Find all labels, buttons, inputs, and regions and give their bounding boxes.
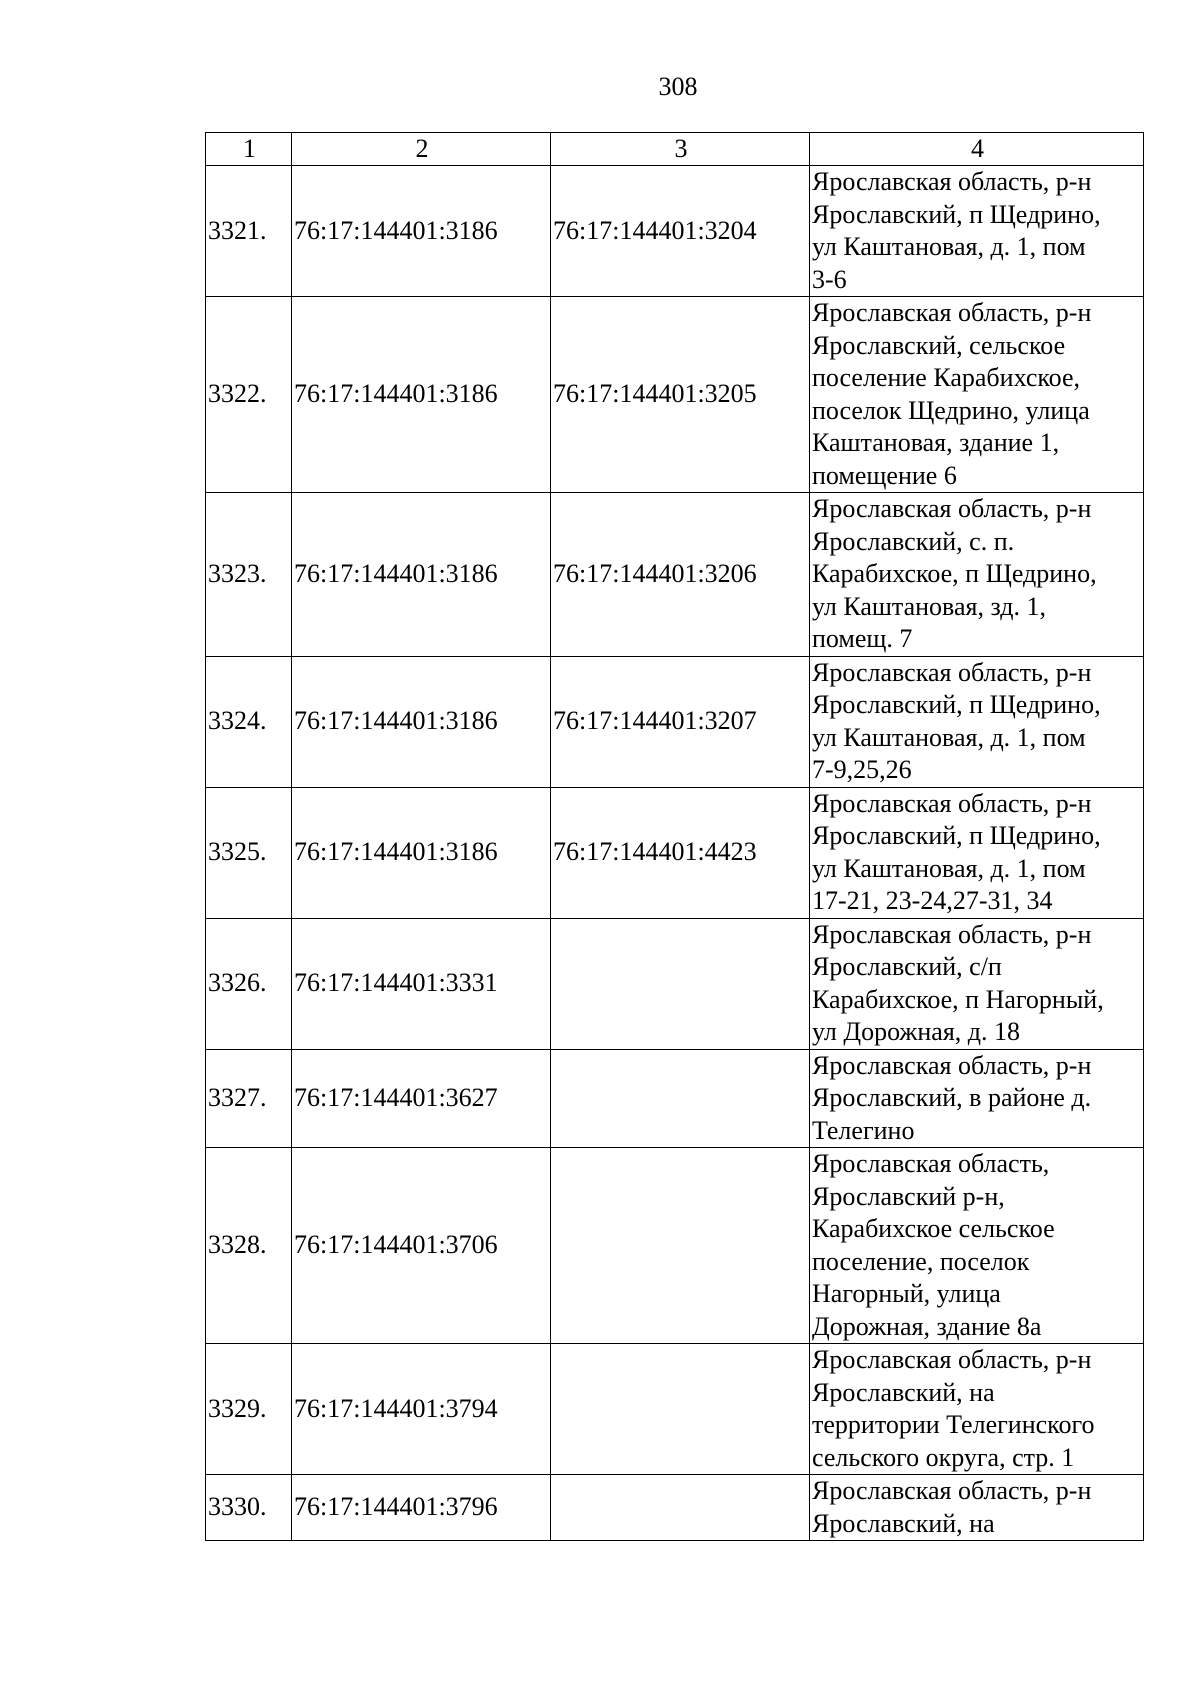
address-line: ул Дорожная, д. 18 <box>812 1017 1021 1046</box>
address-line: 7-9,25,26 <box>812 755 912 784</box>
table-row <box>206 166 1144 297</box>
address-line: Ярославская область, <box>812 1149 1050 1178</box>
address-line: поселок Щедрино, улица <box>812 395 1090 425</box>
address-line: Ярославский, сельское <box>812 330 1066 360</box>
header-cell-4: 4 <box>810 133 1144 166</box>
related-cadastral-number-cell <box>551 1049 810 1148</box>
address-line: ул Каштановая, зд. 1, <box>812 591 1046 621</box>
related-cadastral-number-cell: 76:17:144401:3204 <box>551 166 810 297</box>
address-line: Ярославский, в районе д. <box>812 1083 1092 1112</box>
table-row <box>206 1344 1144 1475</box>
row-number-cell: 3329. <box>206 1344 292 1475</box>
address-cell <box>810 656 1144 787</box>
address-cell <box>810 1344 1144 1475</box>
table-row <box>206 493 1144 657</box>
address-line: Ярославская область, р-н <box>812 657 1092 687</box>
related-cadastral-number-cell: 76:17:144401:3205 <box>551 297 810 493</box>
cadastral-number-cell: 76:17:144401:3186 <box>292 166 551 297</box>
row-number-cell: 3322. <box>206 297 292 493</box>
address-cell <box>810 1049 1144 1148</box>
address-line: ул Каштановая, д. 1, пом <box>812 232 1086 261</box>
row-number-cell: 3325. <box>206 787 292 918</box>
address-line: Дорожная, здание 8а <box>812 1311 1042 1341</box>
cadastral-number-cell: 76:17:144401:3796 <box>292 1475 551 1541</box>
address-line: 17-21, 23-24,27-31, 34 <box>812 886 1053 915</box>
address-line: Ярославский, п Щедрино, <box>812 690 1101 719</box>
address-line: Ярославский, п Щедрино, <box>812 821 1101 850</box>
address-line: Карабихское, п Нагорный, <box>812 984 1104 1014</box>
address-cell <box>810 166 1144 297</box>
related-cadastral-number-cell <box>551 1475 810 1541</box>
header-cell-2: 2 <box>292 133 551 166</box>
address-line: Карабихское сельское <box>812 1214 1055 1243</box>
cadastral-number-cell: 76:17:144401:3186 <box>292 787 551 918</box>
related-cadastral-number-cell: 76:17:144401:3207 <box>551 656 810 787</box>
header-cell-1: 1 <box>206 133 292 166</box>
address-line: сельского округа, стр. 1 <box>812 1442 1075 1472</box>
address-line: Ярославский, с. п. <box>812 526 1015 556</box>
related-cadastral-number-cell <box>551 918 810 1049</box>
page-number <box>0 72 1200 102</box>
table-row <box>206 656 1144 787</box>
table-row <box>206 297 1144 493</box>
address-line: Ярославская область, р-н <box>812 167 1092 196</box>
address-line: Каштановая, здание 1, <box>812 428 1060 457</box>
address-line: помещ. 7 <box>812 624 913 653</box>
address-line: Нагорный, улица <box>812 1279 1001 1308</box>
address-line: территории Телегинского <box>812 1410 1095 1439</box>
address-line: Ярославская область, р-н <box>812 788 1092 818</box>
address-line: Ярославский, на <box>812 1377 995 1407</box>
registry-table <box>205 132 1144 1541</box>
address-line: Ярославская область, р-н <box>812 494 1092 523</box>
row-number-cell: 3328. <box>206 1148 292 1344</box>
row-number-cell: 3321. <box>206 166 292 297</box>
cadastral-number-cell: 76:17:144401:3186 <box>292 297 551 493</box>
address-line: ул Каштановая, д. 1, пом <box>812 722 1086 752</box>
cadastral-number-cell: 76:17:144401:3331 <box>292 918 551 1049</box>
address-line: Ярославская область, р-н <box>812 1050 1092 1080</box>
related-cadastral-number-cell: 76:17:144401:4423 <box>551 787 810 918</box>
address-line: Ярославская область, р-н <box>812 1345 1092 1374</box>
related-cadastral-number-cell: 76:17:144401:3206 <box>551 493 810 657</box>
address-line: Карабихское, п Щедрино, <box>812 559 1097 588</box>
address-line: Ярославский р-н, <box>812 1181 1005 1211</box>
address-cell <box>810 918 1144 1049</box>
cadastral-number-cell: 76:17:144401:3627 <box>292 1049 551 1148</box>
address-line: ул Каштановая, д. 1, пом <box>812 853 1086 883</box>
table-row <box>206 918 1144 1049</box>
cadastral-number-cell: 76:17:144401:3186 <box>292 656 551 787</box>
address-line: Ярославский, п Щедрино, <box>812 199 1101 229</box>
address-line: Ярославский, с/п <box>812 952 1002 981</box>
page-number-text: 308 <box>658 72 698 101</box>
row-number-cell: 3330. <box>206 1475 292 1541</box>
row-number-cell: 3326. <box>206 918 292 1049</box>
address-line: Ярославская область, р-н <box>812 1476 1092 1505</box>
address-cell <box>810 493 1144 657</box>
related-cadastral-number-cell <box>551 1148 810 1344</box>
row-number-cell: 3327. <box>206 1049 292 1148</box>
address-cell <box>810 787 1144 918</box>
address-cell <box>810 1148 1144 1344</box>
address-line: 3-6 <box>812 264 847 294</box>
row-number-cell: 3323. <box>206 493 292 657</box>
table-row <box>206 1475 1144 1541</box>
row-number-cell: 3324. <box>206 656 292 787</box>
related-cadastral-number-cell <box>551 1344 810 1475</box>
address-line: Телегино <box>812 1115 915 1145</box>
header-row <box>206 133 1144 166</box>
table-row <box>206 1148 1144 1344</box>
address-line: Ярославский, на <box>812 1508 995 1538</box>
address-cell <box>810 297 1144 493</box>
cadastral-number-cell: 76:17:144401:3706 <box>292 1148 551 1344</box>
address-line: поселение Карабихское, <box>812 363 1081 392</box>
address-line: Ярославская область, р-н <box>812 298 1092 327</box>
address-cell <box>810 1475 1144 1541</box>
table-body <box>206 166 1144 1541</box>
cadastral-number-cell: 76:17:144401:3794 <box>292 1344 551 1475</box>
address-line: Ярославская область, р-н <box>812 919 1092 949</box>
table-row <box>206 787 1144 918</box>
table-row <box>206 1049 1144 1148</box>
address-line: поселение, поселок <box>812 1246 1030 1276</box>
header-cell-3: 3 <box>551 133 810 166</box>
cadastral-number-cell: 76:17:144401:3186 <box>292 493 551 657</box>
address-line: помещение 6 <box>812 460 957 490</box>
